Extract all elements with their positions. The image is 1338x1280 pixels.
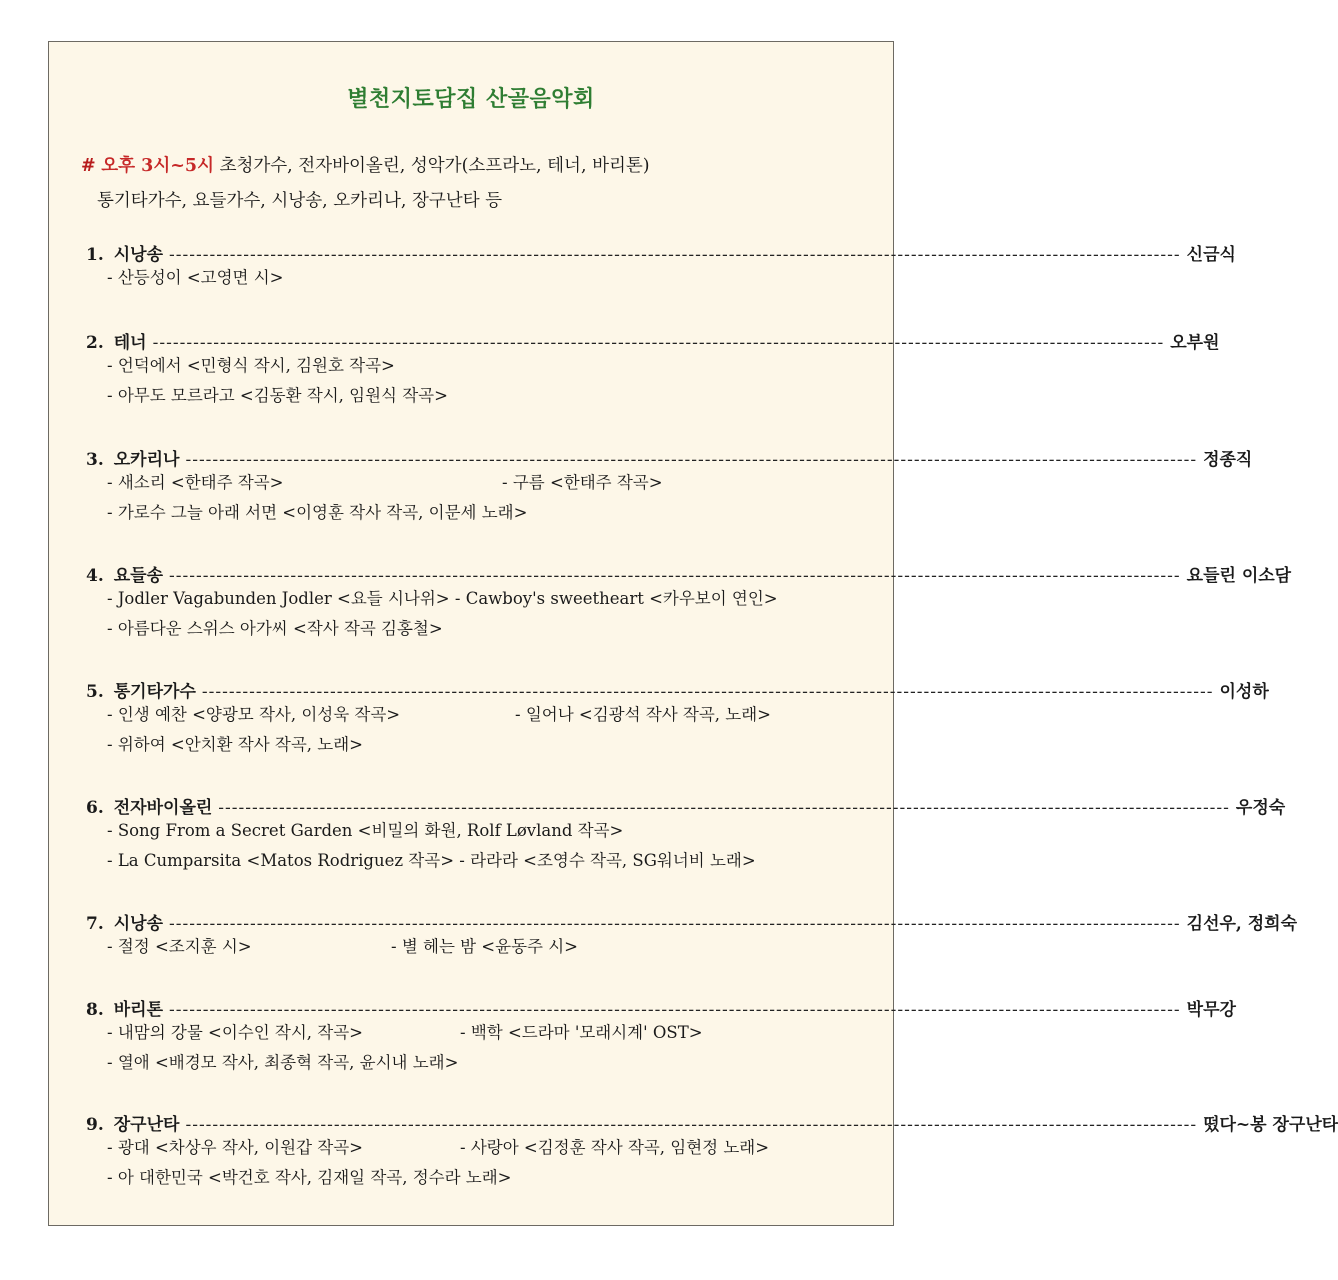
performer-name: 박무강	[1186, 1000, 1236, 1020]
song-entry: - La Cumparsita <Matos Rodriguez 작곡> - 라라라 <조영수 작곡, SG워너비 노래>	[107, 851, 756, 870]
dotted-leader: ------------------------------------------------------------------------------------------------------------------------------------------------------	[169, 245, 1181, 265]
song-entry: - 사랑아 <김정훈 작사 작곡, 임현정 노래>	[460, 1138, 770, 1157]
program-section	[86, 793, 1286, 877]
program-section	[86, 445, 1253, 529]
song-entry: - 절정 <조지훈 시>	[107, 937, 252, 956]
section-header	[86, 240, 1236, 265]
section-number: 1.	[86, 245, 104, 265]
performer-name: 떴다~봉 장구난타	[1203, 1115, 1338, 1135]
song-row	[107, 933, 861, 963]
performer-name: 이성하	[1219, 682, 1269, 702]
section-header	[86, 561, 1292, 586]
song-row	[107, 469, 861, 499]
section-title: 요들송	[113, 566, 164, 586]
song-entry: - 별 헤는 밤 <윤동주 시>	[391, 937, 578, 956]
section-title: 테너	[113, 333, 147, 353]
section-number: 3.	[86, 450, 104, 470]
song-entry: - 일어나 <김광석 작사 작곡, 노래>	[515, 705, 771, 724]
song-row	[107, 352, 861, 382]
section-header	[86, 677, 1269, 702]
program-section	[86, 909, 1298, 963]
song-row	[107, 499, 861, 529]
section-number: 6.	[86, 798, 104, 818]
performer-name: 정종직	[1203, 450, 1253, 470]
song-row	[107, 615, 861, 645]
song-row	[107, 264, 861, 294]
section-header	[86, 793, 1286, 818]
song-row	[107, 731, 861, 761]
program-section	[86, 240, 1236, 294]
dotted-leader: ------------------------------------------------------------------------------------------------------------------------------------------------------	[185, 1115, 1198, 1135]
program-section	[86, 1110, 1338, 1194]
program-section	[86, 995, 1236, 1079]
section-title: 통기타가수	[113, 682, 196, 702]
section-title: 시낭송	[113, 914, 164, 934]
section-number: 8.	[86, 1000, 104, 1020]
section-header	[86, 909, 1298, 934]
section-title: 전자바이올린	[113, 798, 213, 818]
section-number: 2.	[86, 333, 104, 353]
section-number: 4.	[86, 566, 104, 586]
dotted-leader: ------------------------------------------------------------------------------------------------------------------------------------------------------	[218, 798, 1230, 818]
song-row	[107, 585, 861, 615]
song-row	[107, 847, 861, 877]
song-entry: - 인생 예찬 <양광모 작사, 이성욱 작곡>	[107, 705, 401, 724]
time-range: 오후 3시~5시	[101, 156, 214, 176]
song-entry: - 내맘의 강물 <이수인 작시, 작곡>	[107, 1023, 363, 1042]
section-header	[86, 995, 1236, 1020]
song-entry: - 새소리 <한태주 작곡>	[107, 473, 284, 492]
section-number: 7.	[86, 914, 104, 934]
song-entry: - 아름다운 스위스 아가씨 <작사 작곡 김홍철>	[107, 619, 443, 638]
song-row	[107, 1049, 861, 1079]
song-entry: - 언덕에서 <민형식 작시, 김원호 작곡>	[107, 356, 395, 375]
song-row	[107, 1019, 861, 1049]
section-title: 시낭송	[113, 245, 164, 265]
section-number: 5.	[86, 682, 104, 702]
song-row	[107, 701, 861, 731]
dotted-leader: ------------------------------------------------------------------------------------------------------------------------------------------------------	[185, 450, 1198, 470]
section-header	[86, 1110, 1338, 1135]
intro-guests: 초청가수, 전자바이올린, 성악가(소프라노, 테너, 바리톤)	[219, 156, 650, 176]
hash-mark: #	[81, 156, 96, 176]
song-entry: - 열애 <배경모 작사, 최종혁 작곡, 윤시내 노래>	[107, 1053, 459, 1072]
song-entry: - 위하여 <안치환 작사 작곡, 노래>	[107, 735, 363, 754]
song-entry: - Jodler Vagabunden Jodler <요들 시나위> - Cawboy's sweetheart <카우보이 연인>	[107, 589, 778, 608]
section-header	[86, 445, 1253, 470]
program-section	[86, 328, 1220, 412]
song-entry: - 가로수 그늘 아래 서면 <이영훈 작사 작곡, 이문세 노래>	[107, 503, 528, 522]
performer-name: 요들린 이소담	[1186, 566, 1292, 586]
program-sheet	[48, 41, 1338, 1226]
song-row	[107, 817, 861, 847]
dotted-leader: ------------------------------------------------------------------------------------------------------------------------------------------------------	[169, 1000, 1181, 1020]
song-entry: - 산등성이 <고영면 시>	[107, 268, 284, 287]
song-entry: - 백학 <드라마 '모래시계' OST>	[460, 1023, 703, 1042]
page-title: 별천지토담집 산골음악회	[347, 86, 595, 112]
performer-name: 우정숙	[1235, 798, 1286, 818]
song-entry: - 구름 <한태주 작곡>	[502, 473, 663, 492]
section-title: 바리톤	[113, 1000, 164, 1020]
performer-name: 신금식	[1186, 245, 1236, 265]
song-entry: - 아무도 모르라고 <김동환 작시, 임원식 작곡>	[107, 386, 448, 405]
song-row	[107, 1134, 861, 1164]
song-entry: - 아 대한민국 <박건호 작사, 김재일 작곡, 정수라 노래>	[107, 1168, 512, 1187]
section-number: 9.	[86, 1115, 104, 1135]
section-header	[86, 328, 1220, 353]
intro-line-1	[81, 152, 650, 177]
section-title: 오카리나	[113, 450, 180, 470]
section-title: 장구난타	[113, 1115, 180, 1135]
dotted-leader: ------------------------------------------------------------------------------------------------------------------------------------------------------	[201, 682, 1214, 702]
performer-name: 오부원	[1170, 333, 1220, 353]
song-row	[107, 1164, 861, 1194]
program-section	[86, 677, 1269, 761]
performer-name: 김선우, 정희숙	[1186, 914, 1298, 934]
song-entry: - 광대 <차상우 작사, 이원갑 작곡>	[107, 1138, 363, 1157]
song-row	[107, 382, 861, 412]
program-section	[86, 561, 1292, 645]
dotted-leader: ------------------------------------------------------------------------------------------------------------------------------------------------------	[152, 333, 1165, 353]
song-entry: - Song From a Secret Garden <비밀의 화원, Rolf Løvland 작곡>	[107, 821, 624, 840]
dotted-leader: ------------------------------------------------------------------------------------------------------------------------------------------------------	[169, 566, 1181, 586]
dotted-leader: ------------------------------------------------------------------------------------------------------------------------------------------------------	[169, 914, 1181, 934]
intro-line-2: 통기타가수, 요들가수, 시낭송, 오카리나, 장구난타 등	[97, 191, 503, 211]
